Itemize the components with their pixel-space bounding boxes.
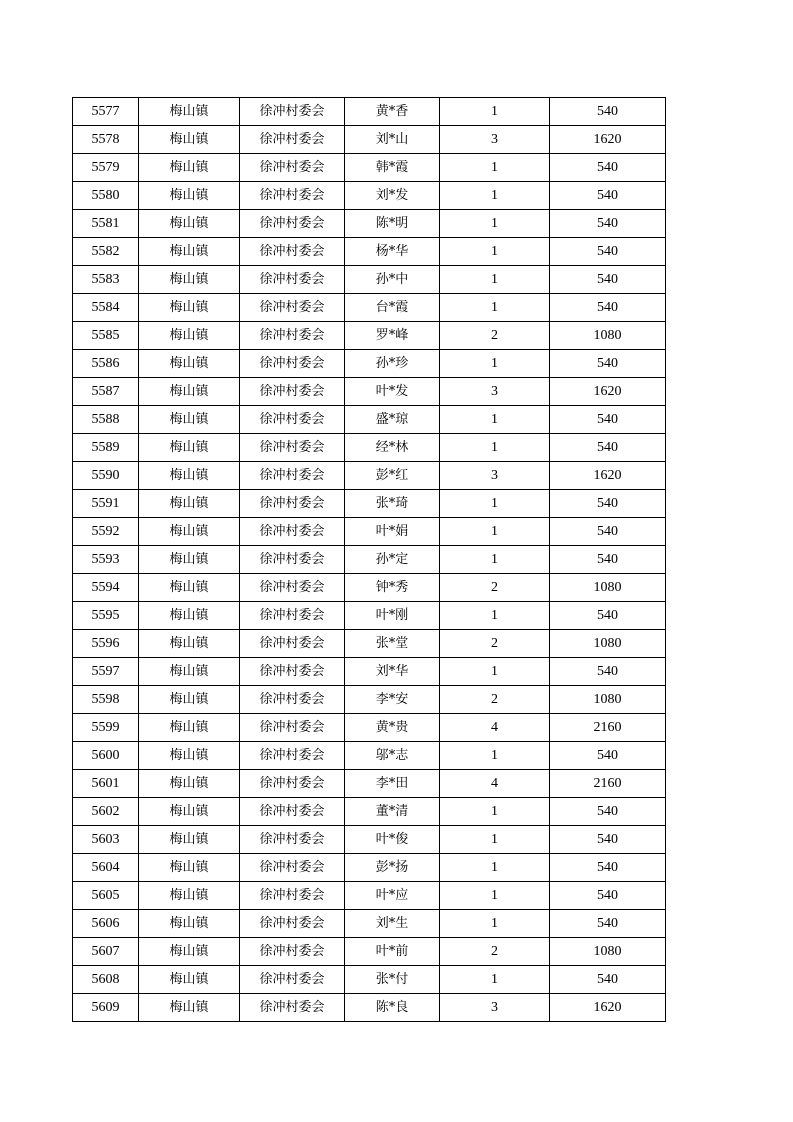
cell-town: 梅山镇	[139, 770, 240, 798]
cell-count: 1	[440, 882, 550, 910]
cell-amount: 540	[550, 910, 666, 938]
cell-count: 1	[440, 658, 550, 686]
cell-name: 孙*定	[345, 546, 440, 574]
cell-serial-number: 5579	[73, 154, 139, 182]
cell-village-committee: 徐冲村委会	[240, 714, 345, 742]
cell-name: 罗*峰	[345, 322, 440, 350]
cell-village-committee: 徐冲村委会	[240, 462, 345, 490]
cell-count: 1	[440, 490, 550, 518]
cell-name: 陈*明	[345, 210, 440, 238]
table-row	[73, 266, 666, 294]
cell-village-committee: 徐冲村委会	[240, 854, 345, 882]
table-row	[73, 490, 666, 518]
table-row	[73, 658, 666, 686]
cell-count: 4	[440, 714, 550, 742]
table-row	[73, 770, 666, 798]
cell-name: 董*清	[345, 798, 440, 826]
cell-village-committee: 徐冲村委会	[240, 406, 345, 434]
cell-count: 1	[440, 826, 550, 854]
cell-village-committee: 徐冲村委会	[240, 518, 345, 546]
cell-count: 1	[440, 602, 550, 630]
cell-serial-number: 5593	[73, 546, 139, 574]
cell-town: 梅山镇	[139, 882, 240, 910]
table-body	[73, 98, 666, 1022]
table-row	[73, 798, 666, 826]
cell-town: 梅山镇	[139, 798, 240, 826]
cell-amount: 540	[550, 546, 666, 574]
cell-name: 黄*香	[345, 98, 440, 126]
table-row	[73, 98, 666, 126]
cell-name: 陈*良	[345, 994, 440, 1022]
cell-amount: 540	[550, 826, 666, 854]
cell-town: 梅山镇	[139, 490, 240, 518]
cell-amount: 2160	[550, 714, 666, 742]
cell-amount: 540	[550, 406, 666, 434]
cell-village-committee: 徐冲村委会	[240, 322, 345, 350]
cell-name: 孙*珍	[345, 350, 440, 378]
table-row	[73, 238, 666, 266]
cell-count: 2	[440, 938, 550, 966]
cell-count: 1	[440, 854, 550, 882]
cell-count: 4	[440, 770, 550, 798]
cell-count: 3	[440, 378, 550, 406]
cell-name: 孙*中	[345, 266, 440, 294]
cell-count: 1	[440, 154, 550, 182]
table-row	[73, 154, 666, 182]
cell-town: 梅山镇	[139, 742, 240, 770]
cell-town: 梅山镇	[139, 938, 240, 966]
cell-serial-number: 5582	[73, 238, 139, 266]
table-row	[73, 854, 666, 882]
cell-amount: 540	[550, 154, 666, 182]
cell-village-committee: 徐冲村委会	[240, 994, 345, 1022]
cell-town: 梅山镇	[139, 686, 240, 714]
table-row	[73, 714, 666, 742]
cell-town: 梅山镇	[139, 462, 240, 490]
cell-town: 梅山镇	[139, 994, 240, 1022]
cell-amount: 540	[550, 350, 666, 378]
cell-town: 梅山镇	[139, 630, 240, 658]
cell-town: 梅山镇	[139, 574, 240, 602]
cell-village-committee: 徐冲村委会	[240, 826, 345, 854]
cell-town: 梅山镇	[139, 126, 240, 154]
cell-town: 梅山镇	[139, 434, 240, 462]
table-row	[73, 826, 666, 854]
cell-village-committee: 徐冲村委会	[240, 238, 345, 266]
table-row	[73, 546, 666, 574]
cell-name: 彭*扬	[345, 854, 440, 882]
cell-name: 叶*发	[345, 378, 440, 406]
table-row	[73, 434, 666, 462]
cell-count: 1	[440, 910, 550, 938]
table-row	[73, 742, 666, 770]
cell-village-committee: 徐冲村委会	[240, 938, 345, 966]
cell-count: 2	[440, 574, 550, 602]
cell-town: 梅山镇	[139, 658, 240, 686]
cell-serial-number: 5600	[73, 742, 139, 770]
cell-count: 1	[440, 546, 550, 574]
table-row	[73, 126, 666, 154]
cell-town: 梅山镇	[139, 210, 240, 238]
cell-serial-number: 5608	[73, 966, 139, 994]
cell-serial-number: 5592	[73, 518, 139, 546]
cell-name: 邬*志	[345, 742, 440, 770]
cell-name: 韩*霞	[345, 154, 440, 182]
cell-town: 梅山镇	[139, 406, 240, 434]
cell-serial-number: 5598	[73, 686, 139, 714]
cell-village-committee: 徐冲村委会	[240, 630, 345, 658]
cell-name: 叶*俊	[345, 826, 440, 854]
cell-name: 叶*应	[345, 882, 440, 910]
cell-amount: 1620	[550, 994, 666, 1022]
cell-name: 叶*前	[345, 938, 440, 966]
cell-amount: 540	[550, 798, 666, 826]
cell-count: 2	[440, 322, 550, 350]
cell-serial-number: 5594	[73, 574, 139, 602]
table-row	[73, 938, 666, 966]
cell-count: 1	[440, 98, 550, 126]
cell-name: 台*霞	[345, 294, 440, 322]
cell-name: 叶*娟	[345, 518, 440, 546]
table-row	[73, 322, 666, 350]
cell-count: 1	[440, 966, 550, 994]
cell-name: 李*田	[345, 770, 440, 798]
table-row	[73, 350, 666, 378]
table-row	[73, 294, 666, 322]
cell-village-committee: 徐冲村委会	[240, 210, 345, 238]
cell-serial-number: 5591	[73, 490, 139, 518]
cell-amount: 540	[550, 238, 666, 266]
cell-town: 梅山镇	[139, 322, 240, 350]
cell-name: 叶*刚	[345, 602, 440, 630]
cell-town: 梅山镇	[139, 294, 240, 322]
table-row	[73, 574, 666, 602]
cell-amount: 540	[550, 518, 666, 546]
cell-amount: 540	[550, 742, 666, 770]
cell-name: 刘*山	[345, 126, 440, 154]
table-row	[73, 882, 666, 910]
cell-serial-number: 5595	[73, 602, 139, 630]
cell-village-committee: 徐冲村委会	[240, 966, 345, 994]
cell-amount: 1080	[550, 574, 666, 602]
cell-count: 1	[440, 266, 550, 294]
cell-amount: 540	[550, 266, 666, 294]
cell-village-committee: 徐冲村委会	[240, 154, 345, 182]
cell-town: 梅山镇	[139, 98, 240, 126]
cell-village-committee: 徐冲村委会	[240, 742, 345, 770]
cell-serial-number: 5607	[73, 938, 139, 966]
cell-village-committee: 徐冲村委会	[240, 686, 345, 714]
cell-town: 梅山镇	[139, 546, 240, 574]
cell-name: 张*堂	[345, 630, 440, 658]
cell-count: 2	[440, 686, 550, 714]
cell-town: 梅山镇	[139, 826, 240, 854]
table-row	[73, 518, 666, 546]
cell-count: 3	[440, 126, 550, 154]
cell-town: 梅山镇	[139, 518, 240, 546]
table-row	[73, 210, 666, 238]
table-row	[73, 462, 666, 490]
cell-serial-number: 5584	[73, 294, 139, 322]
cell-name: 张*琦	[345, 490, 440, 518]
cell-serial-number: 5599	[73, 714, 139, 742]
cell-name: 黄*贵	[345, 714, 440, 742]
cell-amount: 1080	[550, 938, 666, 966]
cell-amount: 540	[550, 658, 666, 686]
cell-village-committee: 徐冲村委会	[240, 910, 345, 938]
cell-serial-number: 5603	[73, 826, 139, 854]
cell-count: 1	[440, 210, 550, 238]
cell-amount: 540	[550, 854, 666, 882]
cell-serial-number: 5597	[73, 658, 139, 686]
cell-serial-number: 5589	[73, 434, 139, 462]
cell-serial-number: 5596	[73, 630, 139, 658]
cell-serial-number: 5586	[73, 350, 139, 378]
table-row	[73, 182, 666, 210]
cell-amount: 540	[550, 490, 666, 518]
cell-name: 李*安	[345, 686, 440, 714]
cell-serial-number: 5609	[73, 994, 139, 1022]
cell-serial-number: 5581	[73, 210, 139, 238]
table-row	[73, 686, 666, 714]
cell-serial-number: 5577	[73, 98, 139, 126]
cell-village-committee: 徐冲村委会	[240, 546, 345, 574]
cell-town: 梅山镇	[139, 378, 240, 406]
cell-serial-number: 5606	[73, 910, 139, 938]
cell-count: 1	[440, 742, 550, 770]
cell-serial-number: 5578	[73, 126, 139, 154]
cell-serial-number: 5587	[73, 378, 139, 406]
cell-count: 1	[440, 434, 550, 462]
cell-amount: 540	[550, 602, 666, 630]
cell-amount: 540	[550, 966, 666, 994]
table-row	[73, 406, 666, 434]
cell-name: 钟*秀	[345, 574, 440, 602]
cell-name: 盛*琼	[345, 406, 440, 434]
cell-town: 梅山镇	[139, 266, 240, 294]
cell-amount: 540	[550, 434, 666, 462]
cell-serial-number: 5590	[73, 462, 139, 490]
cell-village-committee: 徐冲村委会	[240, 490, 345, 518]
cell-name: 张*付	[345, 966, 440, 994]
table-row	[73, 378, 666, 406]
cell-village-committee: 徐冲村委会	[240, 98, 345, 126]
table-row	[73, 602, 666, 630]
cell-name: 杨*华	[345, 238, 440, 266]
table-row	[73, 994, 666, 1022]
cell-amount: 1620	[550, 126, 666, 154]
cell-name: 刘*发	[345, 182, 440, 210]
cell-amount: 540	[550, 294, 666, 322]
cell-count: 3	[440, 994, 550, 1022]
cell-count: 1	[440, 798, 550, 826]
cell-town: 梅山镇	[139, 910, 240, 938]
cell-count: 3	[440, 462, 550, 490]
cell-town: 梅山镇	[139, 966, 240, 994]
cell-count: 1	[440, 406, 550, 434]
table-row	[73, 966, 666, 994]
cell-amount: 1080	[550, 630, 666, 658]
cell-village-committee: 徐冲村委会	[240, 574, 345, 602]
table-row	[73, 630, 666, 658]
cell-village-committee: 徐冲村委会	[240, 882, 345, 910]
cell-name: 刘*生	[345, 910, 440, 938]
cell-village-committee: 徐冲村委会	[240, 182, 345, 210]
table-row	[73, 910, 666, 938]
cell-amount: 2160	[550, 770, 666, 798]
cell-count: 2	[440, 630, 550, 658]
cell-amount: 540	[550, 210, 666, 238]
cell-serial-number: 5580	[73, 182, 139, 210]
cell-name: 彭*红	[345, 462, 440, 490]
cell-town: 梅山镇	[139, 714, 240, 742]
cell-count: 1	[440, 350, 550, 378]
cell-village-committee: 徐冲村委会	[240, 294, 345, 322]
cell-amount: 1080	[550, 322, 666, 350]
cell-count: 1	[440, 182, 550, 210]
cell-town: 梅山镇	[139, 154, 240, 182]
cell-count: 1	[440, 294, 550, 322]
cell-village-committee: 徐冲村委会	[240, 126, 345, 154]
cell-town: 梅山镇	[139, 350, 240, 378]
cell-amount: 1080	[550, 686, 666, 714]
cell-village-committee: 徐冲村委会	[240, 350, 345, 378]
cell-name: 经*林	[345, 434, 440, 462]
cell-serial-number: 5588	[73, 406, 139, 434]
cell-serial-number: 5583	[73, 266, 139, 294]
cell-village-committee: 徐冲村委会	[240, 658, 345, 686]
cell-village-committee: 徐冲村委会	[240, 434, 345, 462]
cell-serial-number: 5585	[73, 322, 139, 350]
cell-town: 梅山镇	[139, 602, 240, 630]
cell-village-committee: 徐冲村委会	[240, 798, 345, 826]
cell-amount: 540	[550, 182, 666, 210]
cell-serial-number: 5602	[73, 798, 139, 826]
cell-town: 梅山镇	[139, 238, 240, 266]
cell-serial-number: 5601	[73, 770, 139, 798]
cell-serial-number: 5605	[73, 882, 139, 910]
cell-amount: 540	[550, 98, 666, 126]
cell-village-committee: 徐冲村委会	[240, 378, 345, 406]
cell-count: 1	[440, 238, 550, 266]
cell-serial-number: 5604	[73, 854, 139, 882]
cell-village-committee: 徐冲村委会	[240, 266, 345, 294]
cell-amount: 1620	[550, 462, 666, 490]
cell-name: 刘*华	[345, 658, 440, 686]
cell-village-committee: 徐冲村委会	[240, 602, 345, 630]
cell-village-committee: 徐冲村委会	[240, 770, 345, 798]
cell-count: 1	[440, 518, 550, 546]
cell-town: 梅山镇	[139, 182, 240, 210]
cell-amount: 540	[550, 882, 666, 910]
data-table	[72, 97, 666, 1022]
cell-amount: 1620	[550, 378, 666, 406]
cell-town: 梅山镇	[139, 854, 240, 882]
